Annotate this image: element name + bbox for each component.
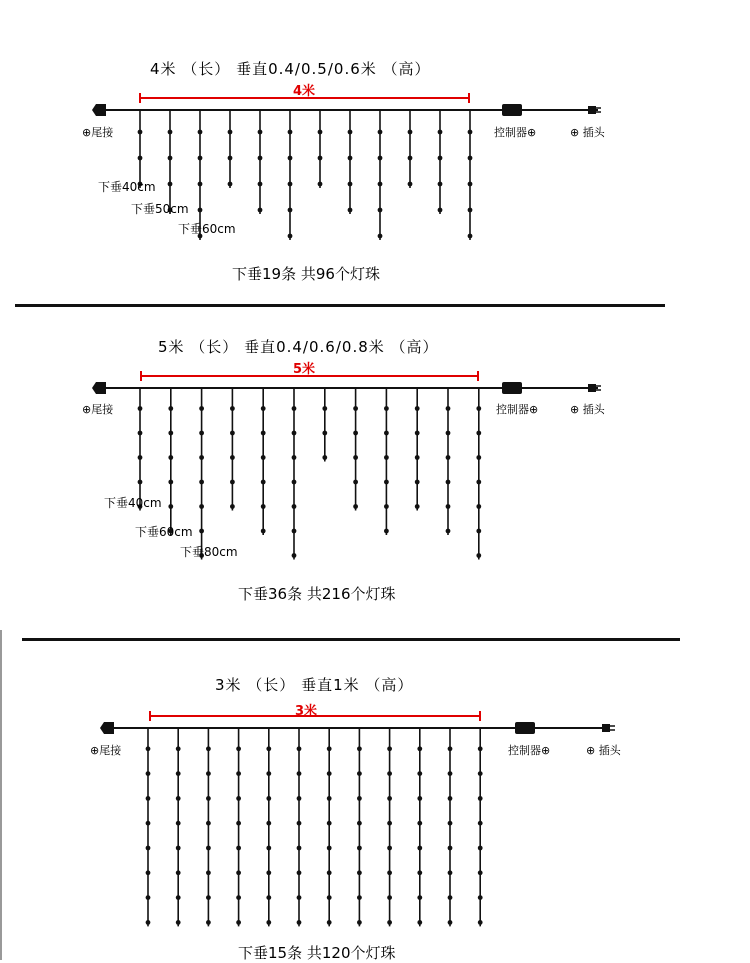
led-bead [297, 920, 302, 925]
led-bead [387, 895, 392, 900]
led-bead [357, 771, 362, 776]
led-bead [478, 846, 483, 851]
led-bead [387, 796, 392, 801]
controller-label: 控制器⊕ [496, 403, 539, 416]
led-bead [206, 746, 211, 751]
led-bead [357, 870, 362, 875]
led-bead [478, 746, 483, 751]
led-bead [236, 895, 241, 900]
tail-label: ⊕尾接 [90, 744, 122, 757]
led-bead [327, 771, 332, 776]
tail-label: ⊕尾接 [82, 403, 114, 416]
plug-label: ⊕ 插头 [570, 126, 605, 139]
plug-label: ⊕ 插头 [570, 403, 605, 416]
led-bead [327, 870, 332, 875]
led-bead [146, 846, 151, 851]
led-bead [266, 920, 271, 925]
led-bead [448, 846, 453, 851]
led-bead [448, 796, 453, 801]
led-bead [146, 870, 151, 875]
led-bead [206, 771, 211, 776]
drop-label: 下垂40cm [98, 180, 156, 194]
tail-label: ⊕尾接 [82, 126, 114, 139]
led-bead [206, 821, 211, 826]
led-bead [327, 746, 332, 751]
panel-title: 3米 （长） 垂直1米 （高） [215, 676, 414, 694]
led-bead [266, 870, 271, 875]
led-bead [297, 746, 302, 751]
led-bead [327, 895, 332, 900]
led-bead [146, 796, 151, 801]
length-label: 4米 [292, 84, 316, 99]
led-bead [478, 870, 483, 875]
led-bead [478, 920, 483, 925]
led-bead [236, 746, 241, 751]
led-bead [236, 821, 241, 826]
drop-label: 下垂50cm [131, 202, 189, 216]
led-bead [478, 771, 483, 776]
led-bead [417, 846, 422, 851]
panel-title: 4米 （长） 垂直0.4/0.5/0.6米 （高） [150, 60, 431, 78]
led-bead [478, 796, 483, 801]
led-bead [206, 920, 211, 925]
led-bead [206, 870, 211, 875]
led-bead [176, 895, 181, 900]
led-bead [387, 846, 392, 851]
led-bead [236, 796, 241, 801]
led-bead [357, 895, 362, 900]
led-bead [357, 746, 362, 751]
led-bead [417, 821, 422, 826]
led-bead [478, 821, 483, 826]
led-bead [327, 846, 332, 851]
led-bead [146, 895, 151, 900]
panel-title: 5米 （长） 垂直0.4/0.6/0.8米 （高） [158, 338, 439, 356]
controller-label: 控制器⊕ [494, 126, 537, 139]
led-bead [417, 920, 422, 925]
led-bead [176, 771, 181, 776]
led-bead [417, 746, 422, 751]
led-bead [297, 771, 302, 776]
led-bead [478, 895, 483, 900]
drop-label: 下垂40cm [104, 496, 162, 510]
drop-label: 下垂60cm [135, 525, 193, 539]
length-label: 5米 [292, 362, 316, 377]
led-bead [327, 920, 332, 925]
led-bead [266, 771, 271, 776]
led-bead [357, 821, 362, 826]
led-bead [236, 870, 241, 875]
summary-text: 下垂36条 共216个灯珠 [238, 585, 396, 603]
led-bead [176, 746, 181, 751]
led-bead [146, 771, 151, 776]
led-bead [236, 771, 241, 776]
led-bead [448, 895, 453, 900]
length-label: 3米 [294, 704, 318, 719]
led-bead [297, 846, 302, 851]
drop-label: 下垂80cm [180, 545, 238, 559]
led-bead [387, 771, 392, 776]
led-bead [448, 746, 453, 751]
led-bead [357, 920, 362, 925]
led-bead [387, 821, 392, 826]
led-bead [417, 895, 422, 900]
led-bead [236, 846, 241, 851]
summary-text: 下垂19条 共96个灯珠 [232, 265, 380, 283]
led-bead [448, 821, 453, 826]
led-bead [297, 870, 302, 875]
summary-text: 下垂15条 共120个灯珠 [238, 944, 396, 962]
led-bead [146, 746, 151, 751]
led-bead [176, 846, 181, 851]
led-bead [206, 796, 211, 801]
drop-label: 下垂60cm [178, 222, 236, 236]
led-bead [417, 771, 422, 776]
led-bead [357, 846, 362, 851]
controller-label: 控制器⊕ [508, 744, 551, 757]
plug-label: ⊕ 插头 [586, 744, 621, 757]
led-bead [206, 846, 211, 851]
controller-box-icon [515, 722, 535, 734]
led-bead [417, 870, 422, 875]
led-bead [387, 746, 392, 751]
led-bead [146, 920, 151, 925]
led-bead [387, 920, 392, 925]
led-bead [176, 796, 181, 801]
tail-connector-icon [100, 722, 114, 734]
led-bead [176, 870, 181, 875]
led-bead [236, 920, 241, 925]
led-bead [266, 895, 271, 900]
led-bead [417, 796, 422, 801]
led-bead [327, 821, 332, 826]
led-bead [266, 796, 271, 801]
led-bead [266, 746, 271, 751]
led-bead [297, 821, 302, 826]
led-bead [448, 920, 453, 925]
led-bead [206, 895, 211, 900]
led-bead [297, 796, 302, 801]
led-bead [266, 821, 271, 826]
led-bead [357, 796, 362, 801]
led-bead [297, 895, 302, 900]
led-bead [387, 870, 392, 875]
led-bead [448, 870, 453, 875]
led-bead [448, 771, 453, 776]
plug-icon [602, 724, 610, 732]
led-bead [176, 821, 181, 826]
led-bead [146, 821, 151, 826]
led-bead [266, 846, 271, 851]
led-bead [176, 920, 181, 925]
led-bead [327, 796, 332, 801]
